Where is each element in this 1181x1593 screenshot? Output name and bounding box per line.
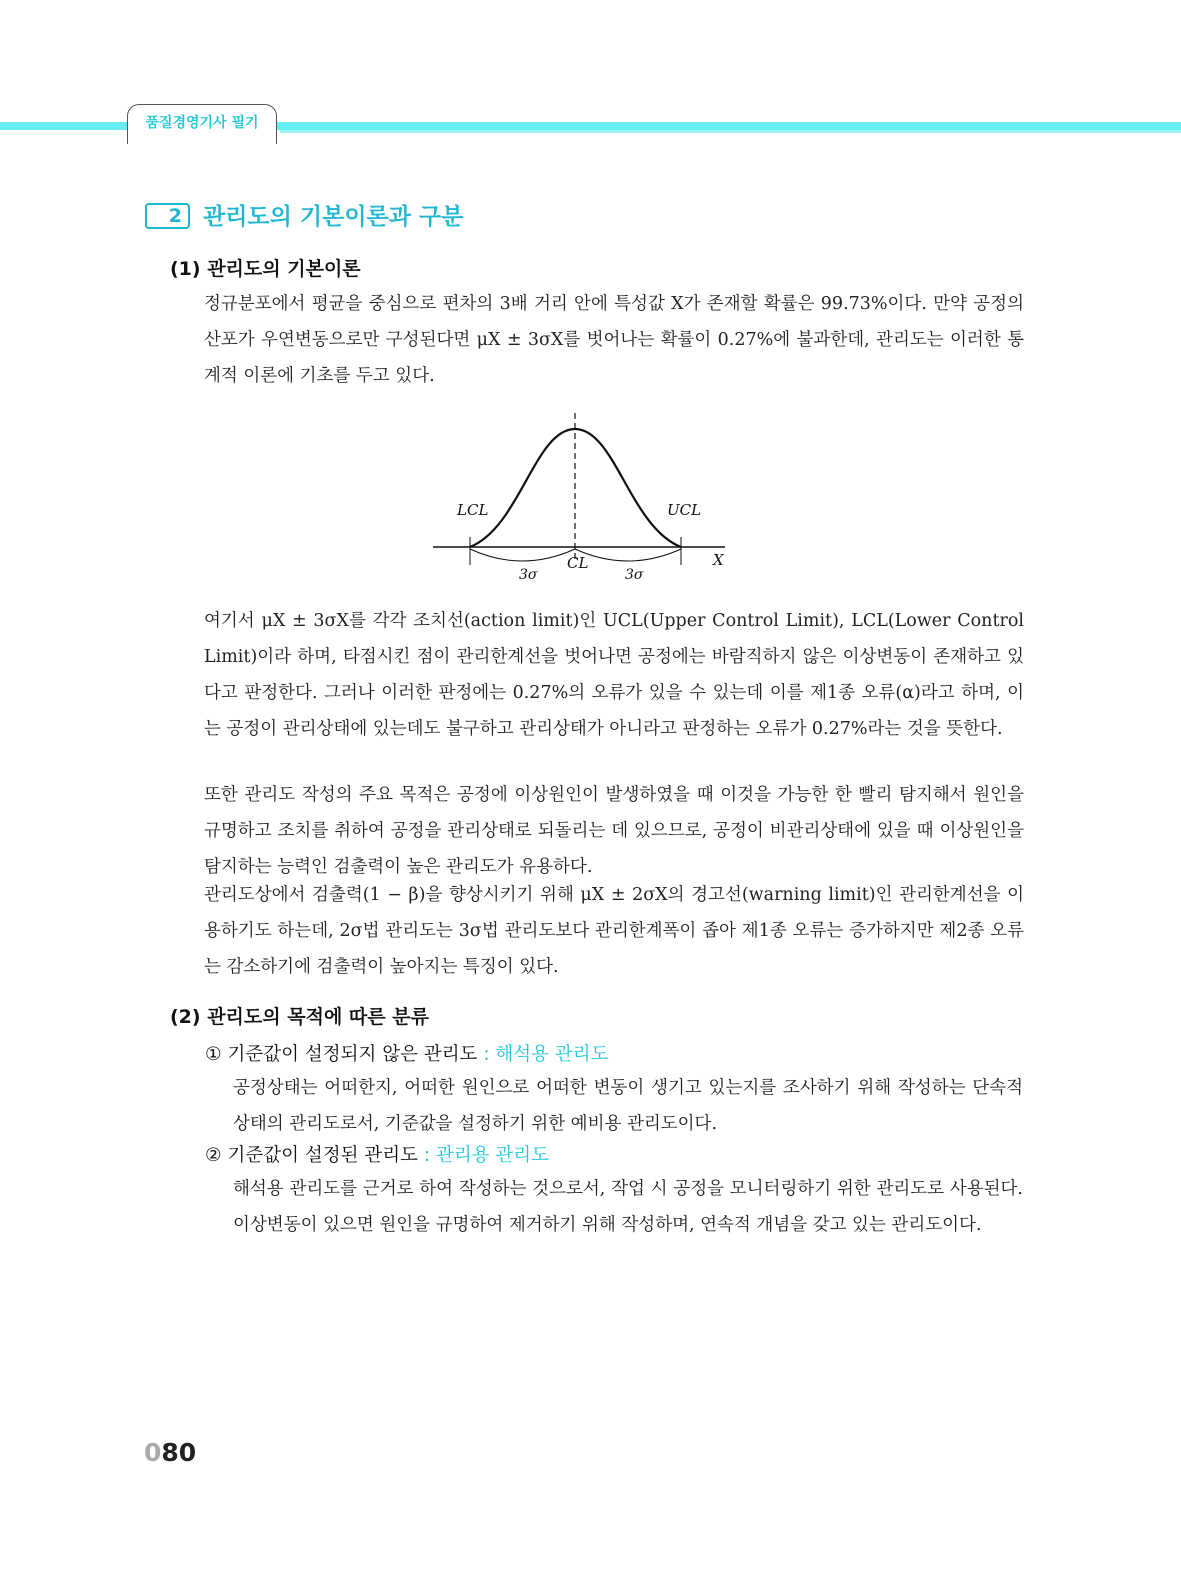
page-number-value: 80 [161, 1438, 197, 1467]
item1-type: : 해석용 관리도 [477, 1044, 609, 1065]
book-title-tab: 품질경영기사 필기 [127, 104, 277, 144]
item1-label: ① 기준값이 설정되지 않은 관리도 [205, 1044, 478, 1065]
paragraph-3: 또한 관리도 작성의 주요 목적은 공정에 이상원인이 발생하였을 때 이것을 가능한 한 빨리 탐지해서 원인을 규명하고 조치를 취하여 공정을 관리상태로 되돌리는 데 있으므로, 공정이 비관리상태에 있을 때 이상원인을 탐지하는 능력인 검출력이 높은 관리도가 유용하다. [204, 785, 1024, 877]
x-axis-label: X [713, 551, 724, 569]
paragraph-4: 관리도상에서 검출력(1 − β)을 향상시키기 위해 μX ± 2σX의 경고선(warning limit)인 관리한계선을 이용하기도 하는데, 2σ법 관리도는 3σ법 관리도보다 관리한계폭이 좁아 제1종 오류는 증가하지만 제2종 오류는 감소하기에 검출력이 높아지는 특징이 있다. [204, 885, 1024, 977]
section-title: 관리도의 기본이론과 구분 [203, 204, 464, 230]
list-item-1-heading [205, 1040, 609, 1066]
page-number [144, 1438, 196, 1467]
item2-type: : 관리용 관리도 [417, 1145, 550, 1166]
list-item-2-text: 해석용 관리도를 근거로 하여 작성하는 것으로서, 작업 시 공정을 모니터링하기 위한 관리도로 사용된다. 이상변동이 있으면 원인을 규명하여 제거하기 위해 작성하며, 연속적 개념을 갖고 있는 관리도이다. [233, 1179, 1023, 1235]
lcl-label: LCL [457, 501, 489, 519]
item2-label: ② 기준값이 설정된 관리도 [205, 1145, 418, 1166]
paragraph-2: 여기서 μX ± 3σX를 각각 조치선(action limit)인 UCL(Upper Control Limit), LCL(Lower Control Limit)이라 하며, 타점시킨 점이 관리한계선을 벗어나면 공정에는 바람직하지 않은 이상변동이 존재하고 있다고 판정한다. 그러나 이러한 판정에는 0.27%의 오류가 있을 수 있는데 이를 제1종 오류(α)라고 하며, 이는 공정이 관리상태에 있는데도 불구하고 관리상태가 아니라고 판정하는 오류가 0.27%라는 것을 뜻한다. [204, 611, 1024, 739]
normal-distribution-figure [425, 405, 745, 590]
subsection-2-title: (2) 관리도의 목적에 따른 분류 [170, 1006, 429, 1028]
subsection-1-title: (1) 관리도의 기본이론 [170, 258, 361, 280]
section-number: 2 [145, 203, 190, 229]
left-span-arc [470, 549, 575, 561]
cl-label: CL [567, 554, 589, 572]
page-number-prefix: 0 [144, 1438, 162, 1467]
list-item-2-heading [205, 1141, 549, 1167]
right-span-label: 3σ [625, 567, 644, 583]
ucl-label: UCL [667, 501, 702, 519]
left-span-label: 3σ [519, 567, 538, 583]
header-rule-thin [280, 130, 1181, 133]
right-span-arc [575, 549, 681, 561]
paragraph-1: 정규분포에서 평균을 중심으로 편차의 3배 거리 안에 특성값 X가 존재할 확률은 99.73%이다. 만약 공정의 산포가 우연변동으로만 구성된다면 μX ± 3σX를 벗어나는 확률이 0.27%에 불과한데, 관리도는 이러한 통계적 이론에 기초를 두고 있다. [204, 294, 1024, 386]
list-item-1-text: 공정상태는 어떠한지, 어떠한 원인으로 어떠한 변동이 생기고 있는지를 조사하기 위해 작성하는 단속적 상태의 관리도로서, 기준값을 설정하기 위한 예비용 관리도이다. [233, 1078, 1023, 1134]
